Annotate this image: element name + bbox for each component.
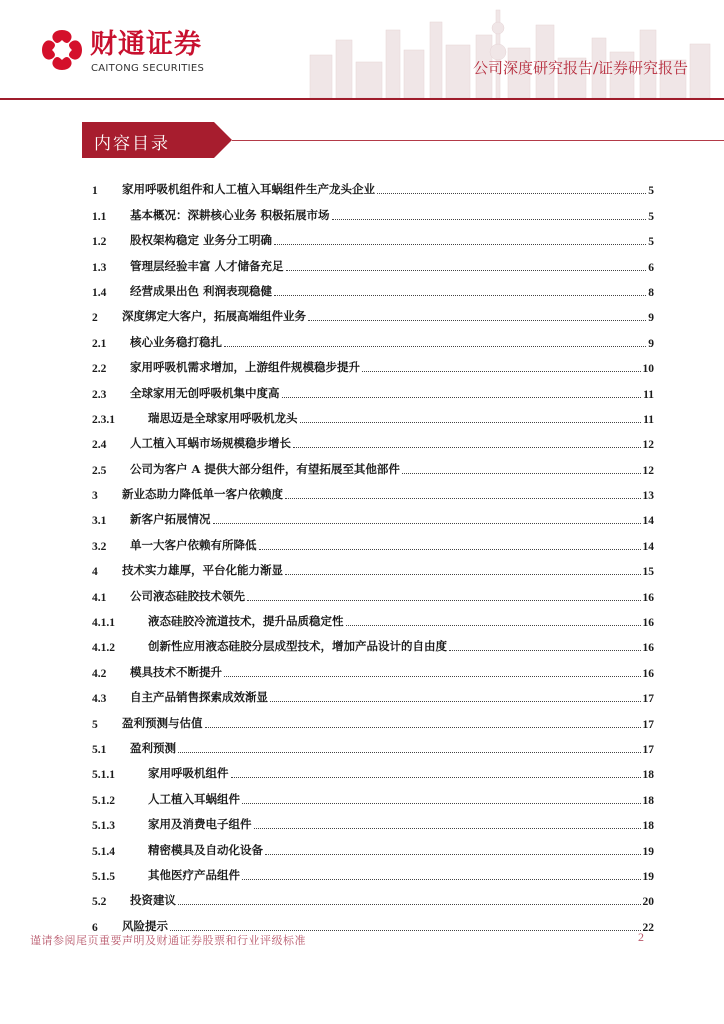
- disclaimer-note: 谨请参阅尾页重要声明及财通证券股票和行业评级标准: [30, 934, 306, 947]
- toc-entry-page: 15: [642, 566, 654, 579]
- toc-entry[interactable]: [92, 553, 654, 578]
- toc-entry-title: 技术实力雄厚，平台化能力渐显: [122, 563, 283, 578]
- toc-entry-title: 瑞思迈是全球家用呼吸机龙头: [148, 410, 298, 425]
- toc-title-banner: [82, 122, 662, 162]
- toc-entry[interactable]: [92, 527, 654, 552]
- toc-entry-number: 2.4: [92, 439, 107, 452]
- toc-entry-page: 5: [648, 210, 654, 223]
- toc-entry-title: 家用呼吸机需求增加，上游组件规模稳步提升: [130, 360, 360, 375]
- toc-entry-page: 18: [642, 769, 654, 782]
- toc-entry[interactable]: [92, 756, 654, 781]
- toc-entry-title: 精密模具及自动化设备: [148, 842, 263, 857]
- toc-leader-dots: [285, 497, 641, 499]
- toc-leader-dots: [265, 853, 641, 855]
- toc-title: 内容目录: [94, 134, 170, 154]
- toc-entry-number: 5.1.4: [92, 845, 115, 858]
- toc-entry-page: 9: [648, 312, 654, 325]
- toc-entry-page: 5: [648, 236, 654, 249]
- toc-entry-page: 11: [643, 413, 654, 426]
- toc-entry[interactable]: [92, 680, 654, 705]
- toc-entry-number: 2.3.1: [92, 413, 115, 426]
- toc-entry[interactable]: [92, 172, 654, 197]
- toc-entry-page: 12: [642, 439, 654, 452]
- toc-leader-dots: [170, 929, 641, 931]
- toc-entry-title: 模具技术不断提升: [130, 664, 222, 679]
- toc-entry-title: 股权架构稳定 业务分工明确: [130, 233, 273, 248]
- toc-entry[interactable]: [92, 731, 654, 756]
- toc-entry-page: 16: [642, 617, 654, 630]
- toc-entry[interactable]: [92, 299, 654, 324]
- toc-entry-number: 4.1.2: [92, 642, 115, 655]
- toc-leader-dots: [362, 370, 641, 372]
- toc-leader-dots: [247, 599, 641, 601]
- toc-entry-page: 18: [642, 794, 654, 807]
- toc-entry-page: 17: [642, 693, 654, 706]
- toc-entry-page: 6: [648, 261, 654, 274]
- toc-entry[interactable]: [92, 401, 654, 426]
- toc-leader-dots: [224, 345, 646, 347]
- toc-entry-number: 5.1.1: [92, 769, 115, 782]
- toc-entry-number: 4.2: [92, 667, 107, 680]
- toc-leader-dots: [178, 751, 641, 753]
- toc-entry[interactable]: [92, 858, 654, 883]
- toc-leader-dots: [286, 269, 647, 271]
- caitong-logo-icon: [40, 28, 84, 72]
- toc-entry-number: 1.4: [92, 286, 107, 299]
- toc-entry-title: 新客户拓展情况: [130, 512, 211, 527]
- toc-leader-dots: [274, 294, 646, 296]
- toc-entry-number: 5.1.3: [92, 820, 115, 833]
- toc-entry-page: 20: [642, 896, 654, 909]
- toc-entry-page: 14: [642, 540, 654, 553]
- toc-entry[interactable]: [92, 248, 654, 273]
- toc-entry-page: 14: [642, 515, 654, 528]
- toc-entry[interactable]: [92, 629, 654, 654]
- toc-entry[interactable]: [92, 705, 654, 730]
- toc-entry-page: 19: [642, 845, 654, 858]
- toc-entry-number: 1.1: [92, 210, 107, 223]
- toc-entry-number: 4.1.1: [92, 617, 115, 630]
- toc-entry-number: 1.2: [92, 236, 107, 249]
- toc-entry-page: 16: [642, 591, 654, 604]
- toc-entry[interactable]: [92, 781, 654, 806]
- table-of-contents: [92, 172, 654, 934]
- toc-entry-number: 2: [92, 312, 98, 325]
- toc-entry-number: 2.1: [92, 337, 107, 350]
- toc-entry-number: 5.1.2: [92, 794, 115, 807]
- logo-english-name: CAITONG SECURITIES: [91, 63, 205, 74]
- toc-entry-number: 5.1.5: [92, 870, 115, 883]
- toc-entry-title: 自主产品销售探索成效渐显: [130, 690, 268, 705]
- toc-entry-title: 创新性应用液态硅胶分层成型技术，增加产品设计的自由度: [148, 639, 447, 654]
- toc-leader-dots: [282, 396, 642, 398]
- logo-chinese-name: 财通证券: [90, 29, 202, 60]
- toc-leader-dots: [332, 218, 647, 220]
- toc-entry[interactable]: [92, 604, 654, 629]
- toc-leader-dots: [300, 421, 642, 423]
- toc-entry-number: 2.2: [92, 363, 107, 376]
- toc-entry-page: 13: [642, 490, 654, 503]
- toc-entry-title: 盈利预测与估值: [122, 715, 203, 730]
- toc-entry-page: 8: [648, 286, 654, 299]
- toc-entry-page: 9: [648, 337, 654, 350]
- toc-entry-number: 2.3: [92, 388, 107, 401]
- toc-leader-dots: [178, 903, 641, 905]
- toc-entry[interactable]: [92, 477, 654, 502]
- toc-entry-page: 16: [642, 642, 654, 655]
- toc-entry-number: 5.2: [92, 896, 107, 909]
- toc-leader-dots: [377, 192, 646, 194]
- toc-entry-page: 19: [642, 870, 654, 883]
- toc-entry-number: 3: [92, 490, 98, 503]
- toc-entry[interactable]: [92, 654, 654, 679]
- toc-entry-title: 管理层经验丰富 人才储备充足: [130, 258, 284, 273]
- toc-entry[interactable]: [92, 274, 654, 299]
- toc-entry[interactable]: [92, 197, 654, 222]
- toc-entry-title: 其他医疗产品组件: [148, 867, 240, 882]
- toc-entry-title: 家用呼吸机组件: [148, 766, 229, 781]
- toc-entry[interactable]: [92, 502, 654, 527]
- toc-entry-page: 10: [642, 363, 654, 376]
- toc-entry-title: 人工植入耳蜗市场规模稳步增长: [130, 436, 291, 451]
- toc-entry-page: 11: [643, 388, 654, 401]
- toc-entry[interactable]: [92, 375, 654, 400]
- toc-entry-title: 新业态助力降低单一客户依赖度: [122, 487, 283, 502]
- toc-entry-title: 深度绑定大客户，拓展高端组件业务: [122, 309, 306, 324]
- toc-entry[interactable]: [92, 578, 654, 603]
- toc-entry-title: 基本概况：深耕核心业务 积极拓展市场: [130, 207, 330, 222]
- toc-entry-number: 3.2: [92, 540, 107, 553]
- toc-entry-number: 4: [92, 566, 98, 579]
- toc-leader-dots: [242, 802, 641, 804]
- toc-entry-number: 2.5: [92, 464, 107, 477]
- toc-entry-title: 公司液态硅胶技术领先: [130, 588, 245, 603]
- city-skyline-watermark: [300, 0, 724, 98]
- toc-entry[interactable]: [92, 451, 654, 476]
- toc-entry-number: 5.1: [92, 743, 107, 756]
- toc-entry-title: 全球家用无创呼吸机集中度高: [130, 385, 280, 400]
- toc-entry-page: 16: [642, 667, 654, 680]
- toc-entry-title: 核心业务稳打稳扎: [130, 334, 222, 349]
- toc-title-rule: [232, 140, 724, 141]
- toc-entry-number: 4.3: [92, 693, 107, 706]
- toc-entry-page: 12: [642, 464, 654, 477]
- toc-entry-page: 17: [642, 718, 654, 731]
- toc-entry-title: 液态硅胶冷流道技术，提升品质稳定性: [148, 614, 344, 629]
- toc-leader-dots: [224, 675, 641, 677]
- toc-leader-dots: [213, 522, 641, 524]
- toc-entry-title: 风险提示: [122, 918, 168, 933]
- toc-leader-dots: [346, 624, 641, 626]
- toc-entry[interactable]: [92, 324, 654, 349]
- toc-leader-dots: [242, 878, 641, 880]
- toc-entry[interactable]: [92, 350, 654, 375]
- toc-entry-page: 22: [642, 921, 654, 934]
- toc-leader-dots: [259, 548, 641, 550]
- toc-entry[interactable]: [92, 832, 654, 857]
- page-header: [0, 0, 724, 104]
- toc-leader-dots: [449, 649, 641, 651]
- toc-entry[interactable]: [92, 426, 654, 451]
- toc-entry-title: 经营成果出色 利润表现稳健: [130, 283, 273, 298]
- toc-leader-dots: [205, 726, 641, 728]
- toc-entry-page: 18: [642, 820, 654, 833]
- toc-leader-dots: [402, 472, 641, 474]
- toc-leader-dots: [270, 700, 641, 702]
- toc-entry-number: 4.1: [92, 591, 107, 604]
- report-type-label: 公司深度研究报告/证券研究报告: [472, 59, 688, 77]
- toc-entry-number: 5: [92, 718, 98, 731]
- toc-entry-page: 17: [642, 743, 654, 756]
- toc-leader-dots: [254, 827, 641, 829]
- toc-entry[interactable]: [92, 883, 654, 908]
- toc-leader-dots: [231, 776, 641, 778]
- toc-entry-number: 6: [92, 921, 98, 934]
- page-number: 2: [638, 930, 644, 944]
- toc-entry-number: 1.3: [92, 261, 107, 274]
- toc-entry-title: 盈利预测: [130, 740, 176, 755]
- toc-leader-dots: [308, 319, 646, 321]
- toc-leader-dots: [274, 243, 646, 245]
- header-divider: [0, 98, 724, 100]
- toc-entry-title: 家用及消费电子组件: [148, 817, 252, 832]
- toc-entry-number: 3.1: [92, 515, 107, 528]
- toc-entry-title: 公司为客户 A 提供大部分组件，有望拓展至其他部件: [130, 461, 400, 476]
- toc-entry-title: 单一大客户依赖有所降低: [130, 537, 257, 552]
- toc-entry[interactable]: [92, 807, 654, 832]
- toc-leader-dots: [293, 446, 641, 448]
- toc-entry-page: 5: [648, 185, 654, 198]
- toc-leader-dots: [285, 573, 641, 575]
- toc-entry-title: 人工植入耳蜗组件: [148, 791, 240, 806]
- toc-entry[interactable]: [92, 908, 654, 933]
- toc-entry-title: 投资建议: [130, 893, 176, 908]
- toc-entry-title: 家用呼吸机组件和人工植入耳蜗组件生产龙头企业: [122, 182, 375, 197]
- toc-entry-number: 1: [92, 185, 98, 198]
- toc-entry[interactable]: [92, 223, 654, 248]
